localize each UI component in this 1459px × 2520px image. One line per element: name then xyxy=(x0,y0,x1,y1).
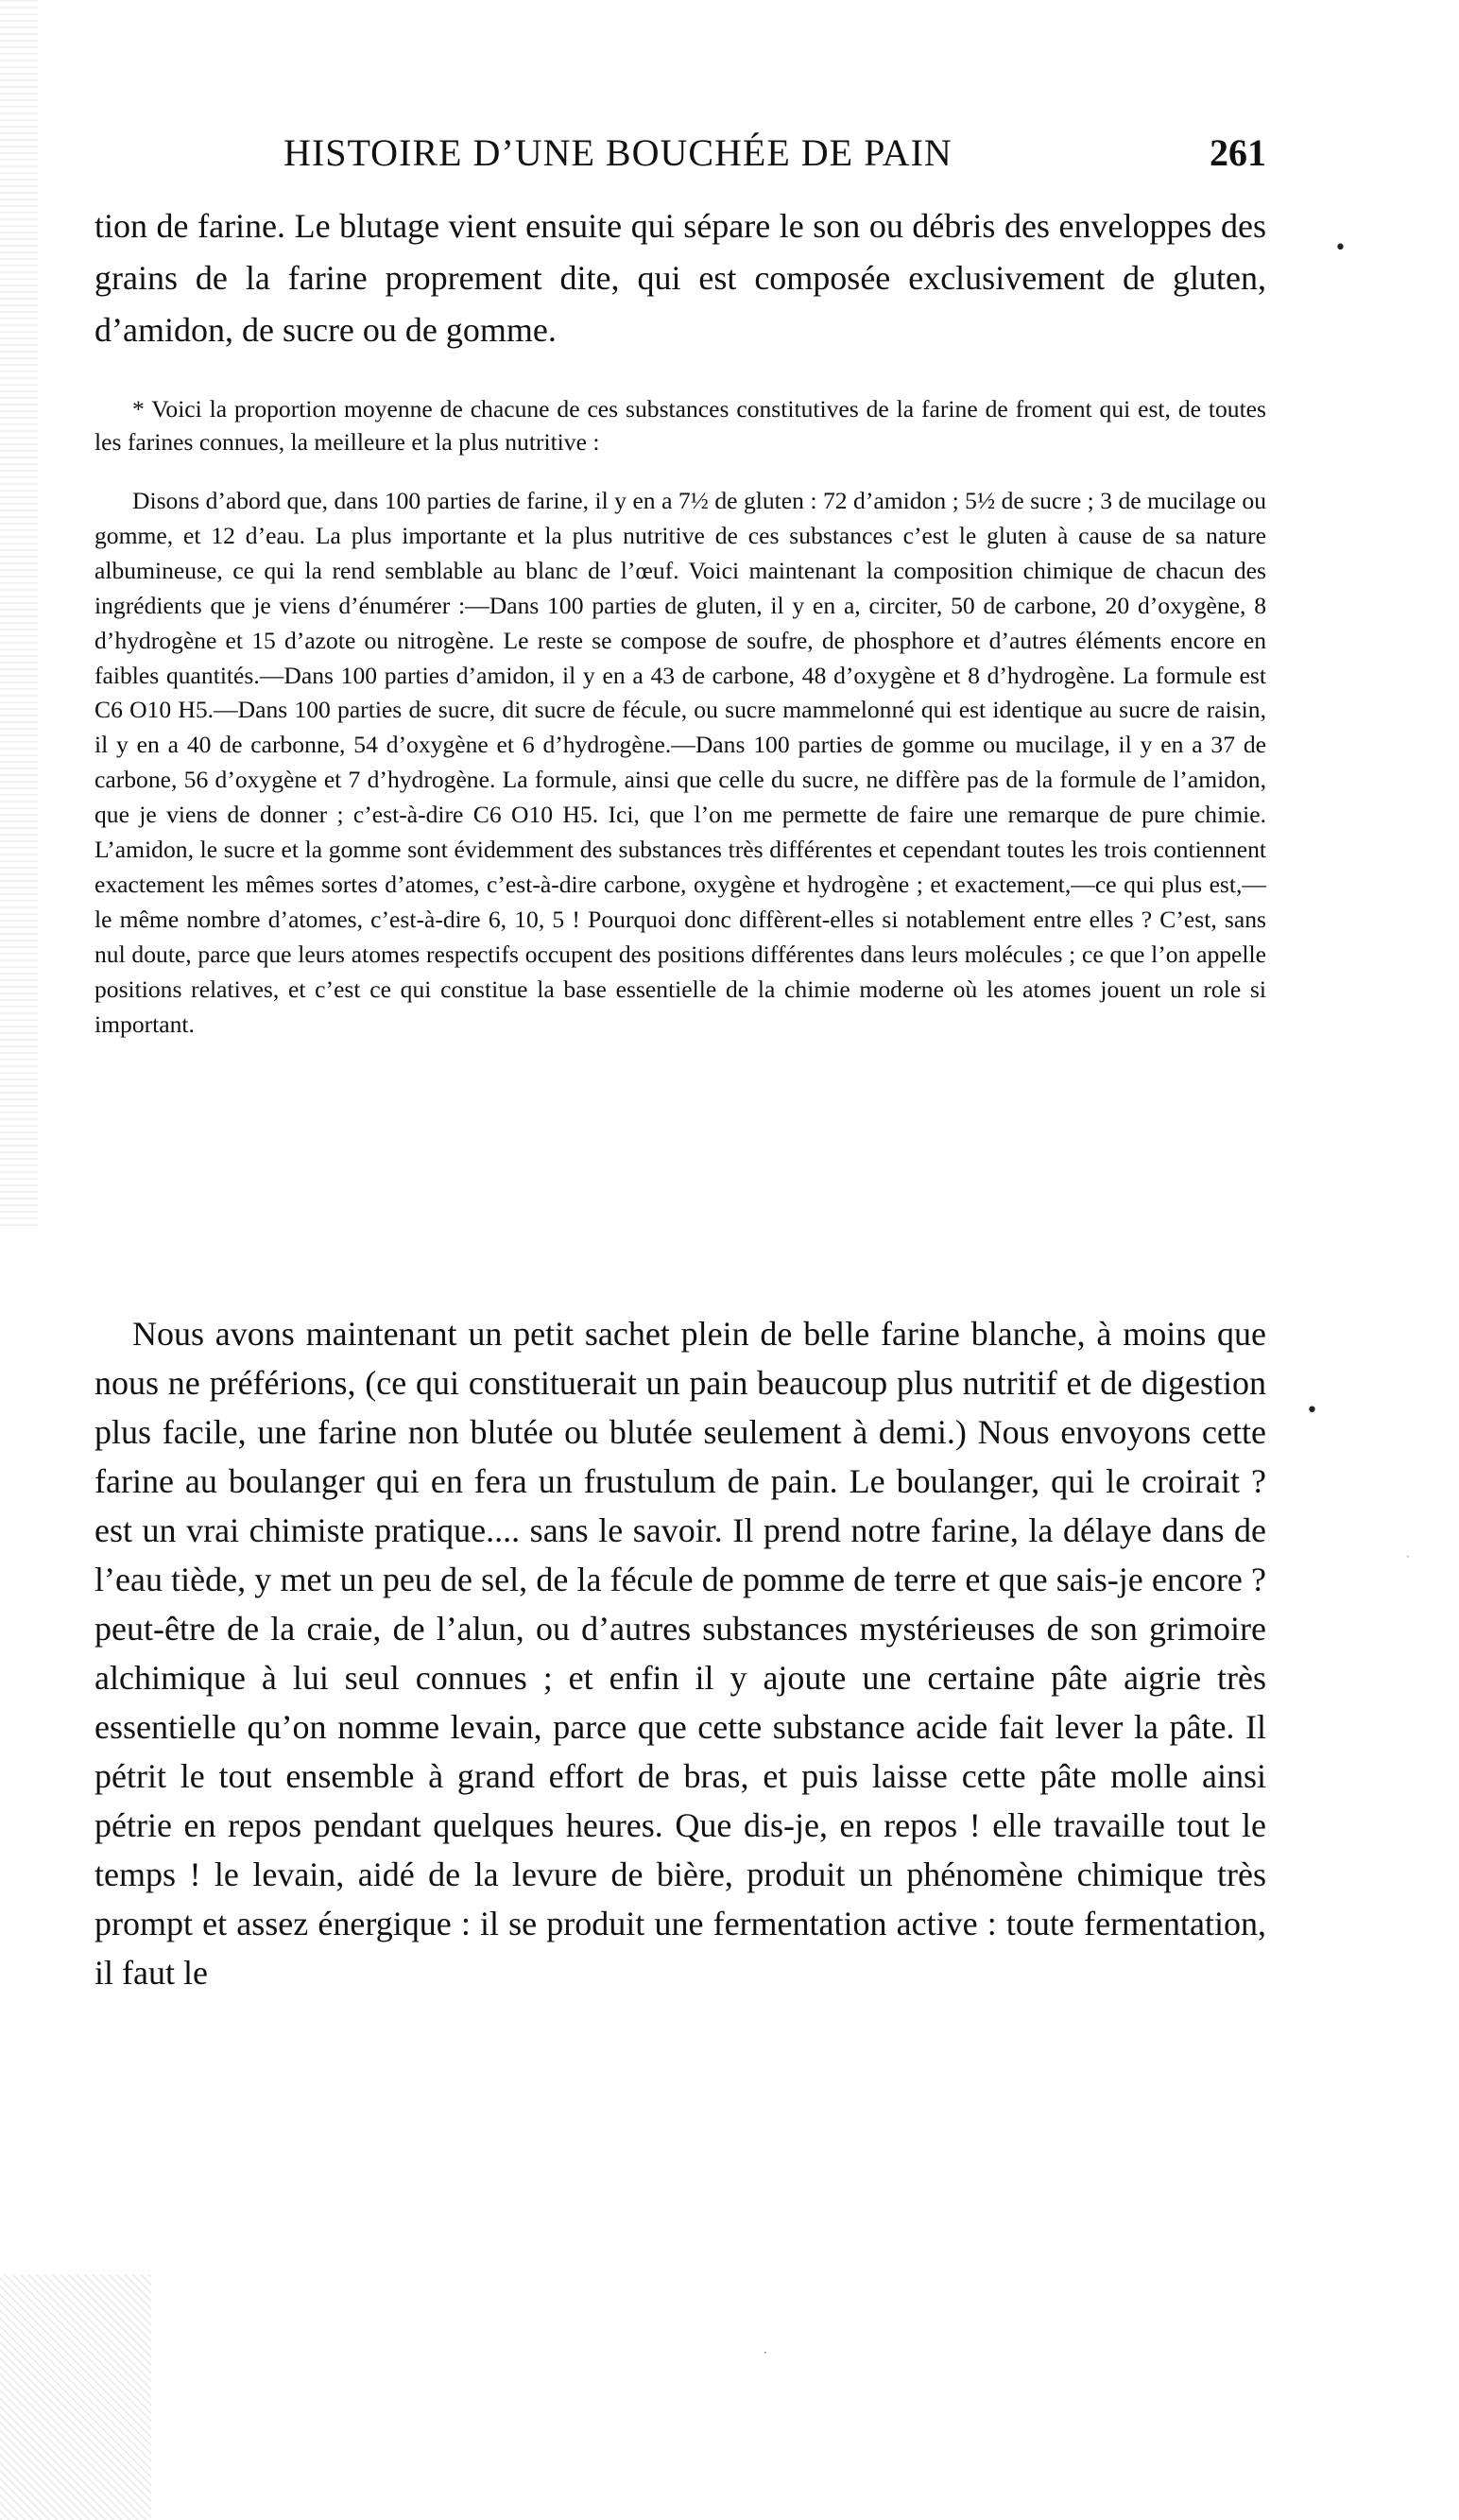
ink-speck-icon: • xyxy=(1306,1399,1318,1423)
page-number: 261 xyxy=(1210,131,1266,174)
footnote-intro xyxy=(94,392,1266,458)
ink-speck-icon: · xyxy=(764,2346,767,2359)
scan-grain-bottom-left xyxy=(0,2274,151,2520)
page-header xyxy=(94,130,1266,187)
paragraph-top-text: tion de farine. Le blutage vient ensuite qui sépare le son ou débris des enveloppes des grains de la farine proprement dite, qui est composée exclusivement de gluten, d’amidon, de sucre ou de gomme. xyxy=(94,207,1266,349)
paragraph-top xyxy=(94,200,1266,356)
footnote-body xyxy=(94,484,1266,1043)
footnote-body-text: Disons d’abord que, dans 100 parties de farine, il y en a 7½ de gluten : 72 d’amidon ; 5½ de sucre ; 3 de mucilage ou gomme, et 12 d’eau. La plus importante et la plus nutritive de ces substances c’est le gluten à cause de sa nature albumineuse, ce qui la rend semblable au blanc de l’œuf. Voici maintenant la composition chimique de chacun des ingrédients que je viens d’énumérer :—Dans 100 parties de gluten, il y en a, circiter, 50 de carbone, 20 d’oxygène, 8 d’hydrogène et 15 d’azote ou nitrogène. Le reste se compose de soufre, de phosphore et d’autres éléments encore en faibles quantités.—Dans 100 parties d’amidon, il y en a 43 de carbone, 48 d’oxygène et 8 d’hydrogène. La formule est C6 O10 H5.—Dans 100 parties de sucre, dit sucre de fécule, ou sucre mammelonné qui est identique au sucre de raisin, il y en a 40 de carbonne, 54 d’oxygène et 6 d’hydrogène.—Dans 100 parties de gomme ou mucilage, il y en a 37 de carbone, 56 d’oxygène et 7 d’hydrogène. La formule, ainsi que celle du sucre, ne diffère pas de la formule de l’amidon, que je viens de donner ; c’est-à-dire C6 O10 H5. Ici, que l’on me permette de faire une remarque de pure chimie. L’amidon, le sucre et la gomme sont évidemment des substances très différentes et cependant toutes les trois contiennent exactement les mêmes sortes d’atomes, c’est-à-dire carbone, oxygène et hydrogène ; et exactement,—ce qui plus est,—le même nombre d’atomes, c’est-à-dire 6, 10, 5 ! Pourquoi donc diffèrent-elles si notablement entre elles ? C’est, sans nul doute, parce que leurs atomes respectifs occupent des positions différentes dans leurs molécules ; ce que l’on appelle positions relatives, et c’est ce qui constitue la base essentielle de la chimie moderne où les atomes jouent un role si important. xyxy=(94,487,1266,1038)
footnote-intro-text: * Voici la proportion moyenne de chacune de ces substances constitutives de la farine de froment qui est, de toutes les farines connues, la meilleure et la plus nutritive : xyxy=(94,395,1266,456)
running-title: HISTOIRE D’UNE BOUCHÉE DE PAIN xyxy=(283,131,953,174)
scan-grain-left xyxy=(0,0,38,1229)
paragraph-main-text: Nous avons maintenant un petit sachet plein de belle farine blanche, à moins que nous ne préférions, (ce qui constituerait un pain beaucoup plus nutritif et de digestion plus facile, une farine non blutée ou blutée seulement à demi.) Nous envoyons cette farine au boulanger qui en fera un frustulum de pain. Le boulanger, qui le croirait ? est un vrai chimiste pratique.... sans le savoir. Il prend notre farine, la délaye dans de l’eau tiède, y met un peu de sel, de la fécule de pomme de terre et que sais-je encore ? peut-être de la craie, de l’alun, ou d’autres substances mystérieuses de son grimoire alchimique à lui seul connues ; et enfin il y ajoute une certaine pâte aigrie très essentielle qu’on nomme levain, parce que cette substance acide fait lever la pâte. Il pétrit le tout ensemble à grand effort de bras, et puis laisse cette pâte molle ainsi pétrie en repos pendant quelques heures. Que dis-je, en repos ! elle travaille tout le temps ! le levain, aidé de la levure de bière, produit un phénomène chimique très prompt et assez énergique : il se produit une fermentation active : toute fermentation, il faut le xyxy=(94,1315,1266,1992)
ink-speck-icon: • xyxy=(1334,236,1347,260)
ink-speck-icon: · xyxy=(1406,1550,1410,1563)
paragraph-main xyxy=(94,1309,1266,1997)
